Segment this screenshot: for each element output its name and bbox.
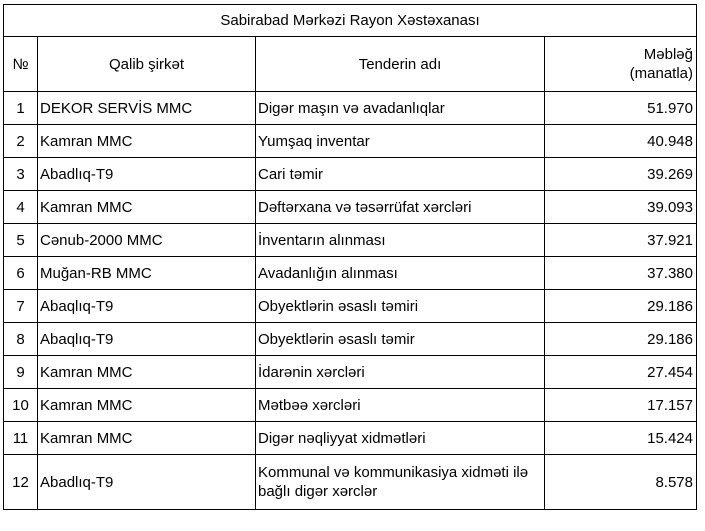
row-company: Cənub-2000 MMC [38, 224, 256, 257]
row-company: Abaqlıq-T9 [38, 323, 256, 356]
row-amount: 39.269 [545, 158, 697, 191]
row-amount: 39.093 [545, 191, 697, 224]
row-tender: İdarənin xərcləri [256, 356, 545, 389]
row-amount: 15.424 [545, 422, 697, 455]
row-number: 12 [4, 455, 38, 510]
row-number: 6 [4, 257, 38, 290]
row-number: 10 [4, 389, 38, 422]
row-company: Kamran MMC [38, 191, 256, 224]
header-tender: Tenderin adı [256, 37, 545, 92]
row-amount: 40.948 [545, 125, 697, 158]
row-number: 9 [4, 356, 38, 389]
row-tender: Digər maşın və avadanlıqlar [256, 92, 545, 125]
row-tender: Obyektlərin əsaslı təmiri [256, 290, 545, 323]
table-title: Sabirabad Mərkəzi Rayon Xəstəxanası [4, 5, 697, 37]
row-company: Muğan-RB MMC [38, 257, 256, 290]
header-row [4, 37, 697, 92]
table-row [4, 125, 697, 158]
row-company: Kamran MMC [38, 125, 256, 158]
row-amount: 37.921 [545, 224, 697, 257]
row-company: Kamran MMC [38, 389, 256, 422]
table-row [4, 455, 697, 510]
table-row [4, 224, 697, 257]
row-company: Abadlıq-T9 [38, 158, 256, 191]
row-company: Abaqlıq-T9 [38, 290, 256, 323]
header-amount [545, 37, 697, 92]
row-company: DEKOR SERVİS MMC [38, 92, 256, 125]
row-tender: Kommunal və kommunikasiya xidməti ilə bağlı digər xərclər [256, 455, 545, 510]
header-company: Qalib şirkət [38, 37, 256, 92]
row-number: 7 [4, 290, 38, 323]
row-amount: 27.454 [545, 356, 697, 389]
row-amount: 29.186 [545, 290, 697, 323]
row-tender: Dəftərxana və təsərrüfat xərcləri [256, 191, 545, 224]
row-amount: 17.157 [545, 389, 697, 422]
row-number: 5 [4, 224, 38, 257]
row-tender: İnventarın alınması [256, 224, 545, 257]
row-company: Kamran MMC [38, 422, 256, 455]
row-amount: 29.186 [545, 323, 697, 356]
row-amount: 37.380 [545, 257, 697, 290]
row-amount: 51.970 [545, 92, 697, 125]
table-row [4, 356, 697, 389]
row-tender: Yumşaq inventar [256, 125, 545, 158]
header-no: № [4, 37, 38, 92]
row-number: 2 [4, 125, 38, 158]
title-row [4, 5, 697, 37]
table-row [4, 389, 697, 422]
table-row [4, 191, 697, 224]
header-amount-line1: Məbləğ [643, 46, 693, 63]
row-tender: Cari təmir [256, 158, 545, 191]
table-row [4, 422, 697, 455]
tender-table [3, 4, 697, 510]
row-number: 8 [4, 323, 38, 356]
table-row [4, 92, 697, 125]
row-number: 1 [4, 92, 38, 125]
table-row [4, 290, 697, 323]
row-tender: Mətbəə xərcləri [256, 389, 545, 422]
table-row [4, 257, 697, 290]
row-company: Abadlıq-T9 [38, 455, 256, 510]
row-tender: Digər nəqliyyat xidmətləri [256, 422, 545, 455]
row-amount: 8.578 [545, 455, 697, 510]
header-amount-line2: (manatla) [629, 65, 693, 82]
table-row [4, 323, 697, 356]
row-number: 3 [4, 158, 38, 191]
row-company: Kamran MMC [38, 356, 256, 389]
table-row [4, 158, 697, 191]
row-number: 11 [4, 422, 38, 455]
row-tender: Avadanlığın alınması [256, 257, 545, 290]
table-body [4, 92, 697, 510]
row-number: 4 [4, 191, 38, 224]
row-tender: Obyektlərin əsaslı təmir [256, 323, 545, 356]
